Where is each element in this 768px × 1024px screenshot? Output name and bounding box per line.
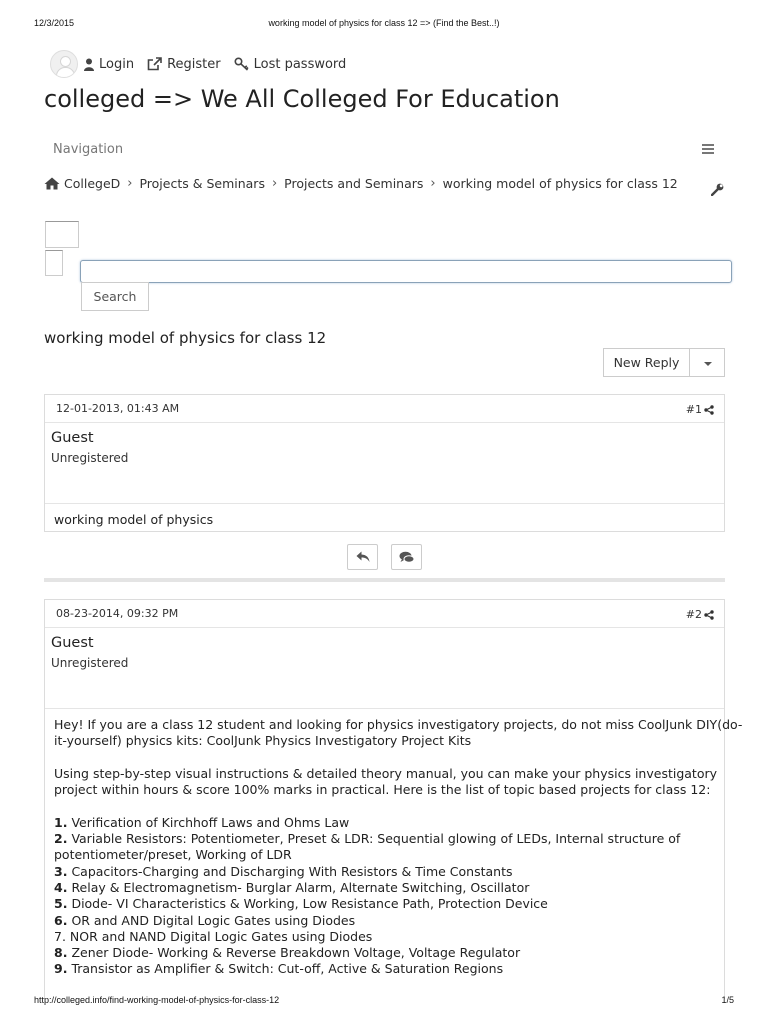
post-actions	[347, 544, 435, 570]
list-item-number: 4.	[54, 879, 68, 895]
post-author-role: Unregistered	[51, 451, 129, 465]
post-permalink[interactable]	[686, 608, 714, 621]
post	[44, 394, 725, 532]
print-footer	[34, 995, 734, 1009]
quote-button[interactable]	[391, 544, 422, 570]
post-author[interactable]: Guest	[51, 430, 94, 446]
menu-icon[interactable]	[702, 144, 714, 155]
list-item	[54, 913, 715, 929]
list-item-number: 3.	[54, 863, 68, 879]
project-list	[54, 815, 715, 978]
list-item	[54, 864, 715, 880]
user-icon	[84, 58, 94, 71]
post-paragraph	[54, 717, 743, 750]
chevron-down-icon[interactable]	[689, 348, 725, 377]
list-item-text: OR and AND Digital Logic Gates using Diodes	[71, 912, 356, 928]
wrench-icon[interactable]	[711, 181, 724, 200]
home-icon	[44, 177, 60, 190]
breadcrumb-label: Projects & Seminars	[139, 176, 265, 191]
list-item-continuation: potentiometer/preset, Working of LDR	[54, 847, 292, 863]
breadcrumb	[44, 176, 678, 191]
avatar	[50, 50, 78, 78]
thread-title: working model of physics for class 12	[44, 329, 327, 347]
external-link-icon	[147, 57, 162, 71]
new-reply-button[interactable]: New Reply	[603, 348, 689, 377]
post-text: it-yourself) physics kits: CoolJunk Physics Investigatory Project Kits	[54, 733, 472, 749]
print-header	[34, 18, 734, 32]
breadcrumb-item[interactable]	[284, 176, 423, 191]
reply-button[interactable]	[347, 544, 378, 570]
post-number: #1	[685, 403, 702, 416]
print-url: http://colleged.info/find-working-model-of-physics-for-class-12	[34, 995, 280, 1005]
register-label: Register	[167, 56, 221, 72]
navigation-label: Navigation	[53, 142, 124, 157]
breadcrumb-label: Projects and Seminars	[284, 176, 424, 191]
post-text: Hey! If you are a class 12 student and looking for physics investigatory projects, do not miss CoolJunk DIY(do-	[54, 717, 743, 732]
post-author[interactable]: Guest	[51, 635, 94, 651]
post-date: 12-01-2013, 01:43 AM	[56, 402, 180, 415]
list-item-text: NOR and NAND Digital Logic Gates using Diodes	[69, 928, 373, 944]
chevron-right-icon: ›	[430, 176, 436, 191]
navigation-bar	[44, 138, 725, 162]
list-item-text: Relay & Electromagnetism- Burglar Alarm, Alternate Switching, Oscillator	[71, 879, 530, 895]
print-date: 12/3/2015	[34, 18, 75, 28]
site-title[interactable]: colleged => We All Colleged For Education	[44, 85, 560, 113]
post-body	[45, 503, 724, 532]
chevron-right-icon: ›	[127, 176, 133, 191]
list-item	[54, 929, 715, 945]
list-item-number: 9.	[54, 961, 68, 977]
post-permalink[interactable]	[686, 403, 714, 416]
post-number: #2	[685, 608, 702, 621]
list-item-text: Capacitors-Charging and Discharging With Resistors & Time Constants	[71, 863, 513, 879]
list-item-number: 2.	[54, 831, 68, 847]
post-divider	[44, 578, 725, 582]
list-item-text: Diode- VI Characteristics & Working, Low Resistance Path, Protection Device	[71, 896, 548, 912]
search-option-box[interactable]	[45, 221, 79, 248]
post-text: working model of physics	[54, 512, 214, 527]
chevron-right-icon: ›	[271, 176, 278, 191]
lost-password-label: Lost password	[253, 56, 347, 72]
post	[44, 599, 743, 999]
list-item	[54, 896, 715, 912]
lost-password-link[interactable]	[234, 57, 347, 72]
list-item-text: Verification of Kirchhoff Laws and Ohms Law	[71, 814, 350, 830]
share-icon	[704, 610, 714, 620]
new-reply-group	[603, 348, 725, 377]
post-header	[45, 600, 724, 628]
search-option-checkbox[interactable]	[45, 250, 63, 276]
post-text: project within hours & score 100% marks in practical. Here is the list of topic based projects for class 12:	[54, 782, 711, 798]
breadcrumb-label: CollegeD	[64, 176, 121, 191]
post-paragraph	[54, 765, 718, 799]
list-item	[54, 831, 715, 847]
post-body	[45, 708, 743, 999]
list-item-text: Zener Diode- Working & Reverse Breakdown Voltage, Voltage Regulator	[71, 945, 521, 961]
register-link[interactable]	[147, 57, 221, 72]
login-link[interactable]	[84, 57, 134, 72]
list-item-number: 7.	[54, 928, 66, 944]
key-icon	[234, 57, 249, 71]
list-item-number: 8.	[54, 945, 68, 961]
breadcrumb-current: working model of physics for class 12	[442, 176, 678, 191]
list-item	[54, 961, 715, 977]
post-author-role: Unregistered	[51, 656, 129, 670]
post-text: Using step-by-step visual instructions & detailed theory manual, you can make your physics investigatory	[54, 765, 718, 781]
login-label: Login	[99, 56, 135, 72]
list-item	[54, 815, 715, 831]
print-page-title: working model of physics for class 12 => (Find the Best..!)	[268, 18, 500, 28]
reply-icon	[356, 551, 370, 563]
list-item-number: 6.	[54, 912, 68, 928]
search-input[interactable]	[80, 260, 732, 283]
list-item-number: 1.	[54, 814, 68, 830]
breadcrumb-item[interactable]	[139, 176, 264, 191]
list-item	[54, 880, 715, 896]
list-item	[54, 945, 715, 961]
post-date: 08-23-2014, 09:32 PM	[56, 607, 179, 620]
breadcrumb-home[interactable]	[44, 176, 120, 191]
share-icon	[704, 405, 714, 415]
search-button[interactable]: Search	[81, 282, 149, 311]
print-page-number: 1/5	[721, 995, 734, 1005]
list-item-number: 5.	[54, 896, 68, 912]
post-header	[45, 395, 724, 423]
list-item-text: Transistor as Amplifier & Switch: Cut-off, Active & Saturation Regions	[71, 961, 504, 977]
user-bar	[50, 50, 359, 78]
list-item-text: Variable Resistors: Potentiometer, Preset & LDR: Sequential glowing of LEDs, Internal structure of	[71, 831, 681, 847]
comments-icon	[399, 551, 415, 564]
